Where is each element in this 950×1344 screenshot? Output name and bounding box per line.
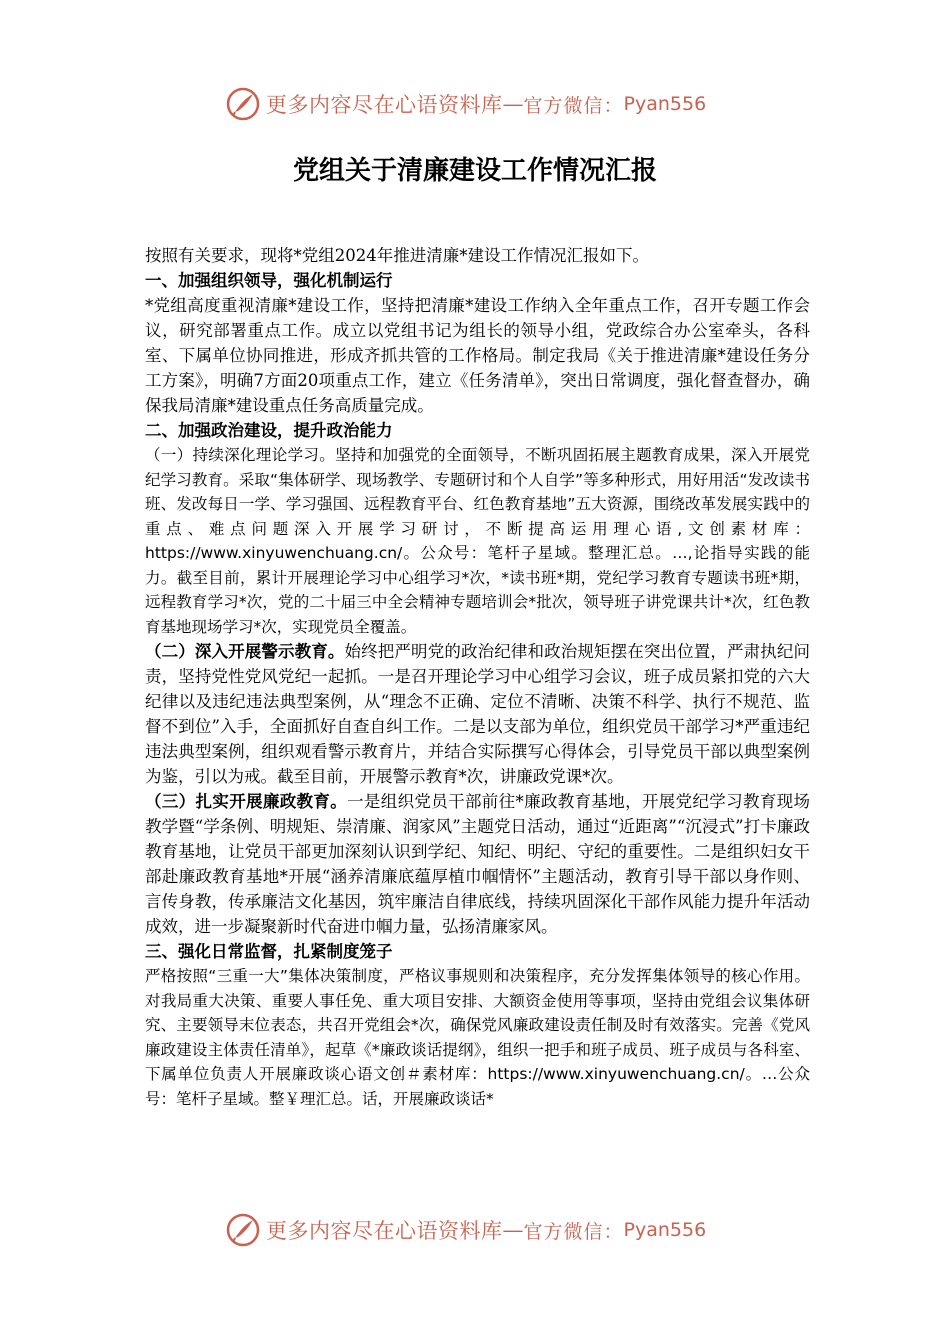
section-3-heading: 三、强化日常监督，扎紧制度笼子	[145, 942, 393, 961]
footer-watermark-banner	[226, 1212, 726, 1248]
section-2-heading: 二、加强政治建设，提升政治能力	[145, 421, 393, 440]
header-watermark-banner	[226, 86, 726, 122]
section-3-paragraph: 严格按照“三重一大”集体决策制度，严格议事规则和决策程序，充分发挥集体领导的核心作用。对我局重大决策、重要人事任免、重大项目安排、大额资金使用等事项，坚持由党组会议集体研究、主要领导末位表态，共召开党组会*次，确保党风廉政建设责任制及时有效落实。完善《党风廉政建设主体责任清单》，起草《*廉政谈话提纲》，组织一把手和班子成员、班子成员与各科室、下属单位负责人开展廉政谈心语文创＃素材库：https://www.xinyuwenchuang.cn/。…公众号：笔杆子星域。整￥理汇总。话，开展廉政谈话*	[145, 967, 810, 1108]
watermark-text: 更多内容尽在心语资料库	[266, 93, 503, 117]
watermark-separator: —	[502, 1218, 524, 1242]
section-2-item-2-paragraph	[145, 639, 810, 789]
section-1-paragraph: *党组高度重视清廉*建设工作，坚持把清廉*建设工作纳入全年重点工作，召开专题工作会议，研究部署重点工作。成立以党组书记为组长的领导小组，党政综合办公室牵头，各科室、下属单位协同推进，形成齐抓共管的工作格局。制定我局《关于推进清廉*建设任务分工方案》，明确7方面20项重点工作，建立《任务清单》，突出日常调度，强化督查督办，确保我局清廉*建设重点任务高质量完成。	[145, 296, 810, 415]
document-body	[145, 243, 810, 1111]
intro-paragraph: 按照有关要求，现将*党组2024年推进清廉*建设工作情况汇报如下。	[145, 246, 649, 265]
quill-logo-icon	[226, 1213, 260, 1247]
quill-logo-icon	[226, 87, 260, 121]
watermark-label: 官方微信：	[523, 94, 624, 117]
section-2-item-1-paragraph: （一）持续深化理论学习。坚持和加强党的全面领导，不断巩固拓展主题教育成果，深入开展党纪学习教育。采取“集体研学、现场教学、专题研讨和个人自学”等多种形式，用好用活“发改读书班、发改每日一学、学习强国、远程教育平台、红色教育基地”五大资源，围绕改革发展实践中的重点、难点问题深入开展学习研讨，不断提高运用理心语,文创素材库：https://www.xinyuwenchuang.cn/。公众号：笔杆子星域。整理汇总。…,论指导实践的能力。截至目前，累计开展理论学习中心组学习*次，*读书班*期，党纪学习教育专题读书班*期，远程教育学习*次，党的二十届三中全会精神专题培训会*批次，领导班子讲党课共计*次，红色教育基地现场学习*次，实现党员全覆盖。	[145, 446, 810, 636]
section-2-item-2-text: 始终把严明党的政治纪律和政治规矩摆在突出位置，严肃执纪问责，坚持党性党风党纪一起抓。一是召开理论学习中心组学习会议，班子成员紧扣党的六大纪律以及违纪违法典型案例，从“理念不正确、定位不清晰、决策不科学、执行不规范、监督不到位”入手，全面抓好自查自纠工作。二是以支部为单位，组织党员干部学习*严重违纪违法典型案例，组织观看警示教育片，并结合实际撰写心得体会，引导党员干部以典型案例为鉴，引以为戒。截至目前，开展警示教育*次，讲廉政党课*次。	[145, 642, 811, 786]
section-2-item-3-lead: （三）扎实开展廉政教育。	[145, 792, 348, 811]
watermark-wechat-id: Pyan556	[623, 1219, 707, 1241]
watermark-wechat-id: Pyan556	[623, 93, 707, 115]
section-2-item-3-paragraph	[145, 789, 810, 939]
document-title: 党组关于清廉建设工作情况汇报	[292, 156, 657, 186]
section-2-item-2-lead: （二）深入开展警示教育。	[145, 642, 345, 661]
watermark-text: 更多内容尽在心语资料库	[266, 1219, 503, 1243]
watermark-label: 官方微信：	[523, 1220, 624, 1243]
section-2-item-3-text: 一是组织党员干部前往*廉政教育基地，开展党纪学习教育现场教学暨“学条例、明规矩、崇清廉、润家风”主题党日活动，通过“近距离”“沉浸式”打卡廉政教育基地，让党员干部更加深刻认识到学纪、知纪、明纪、守纪的重要性。二是组织妇女干部赴廉政教育基地*开展“涵养清廉底蕴厚植巾帼情怀”主题活动，教育引导干部以身作则、言传身教，传承廉洁文化基因，筑牢廉洁自律底线，持续巩固深化干部作风能力提升年活动成效，进一步凝聚新时代奋进巾帼力量，弘扬清廉家风。	[145, 792, 811, 936]
watermark-separator: —	[502, 92, 524, 116]
section-1-heading: 一、加强组织领导，强化机制运行	[145, 271, 393, 290]
